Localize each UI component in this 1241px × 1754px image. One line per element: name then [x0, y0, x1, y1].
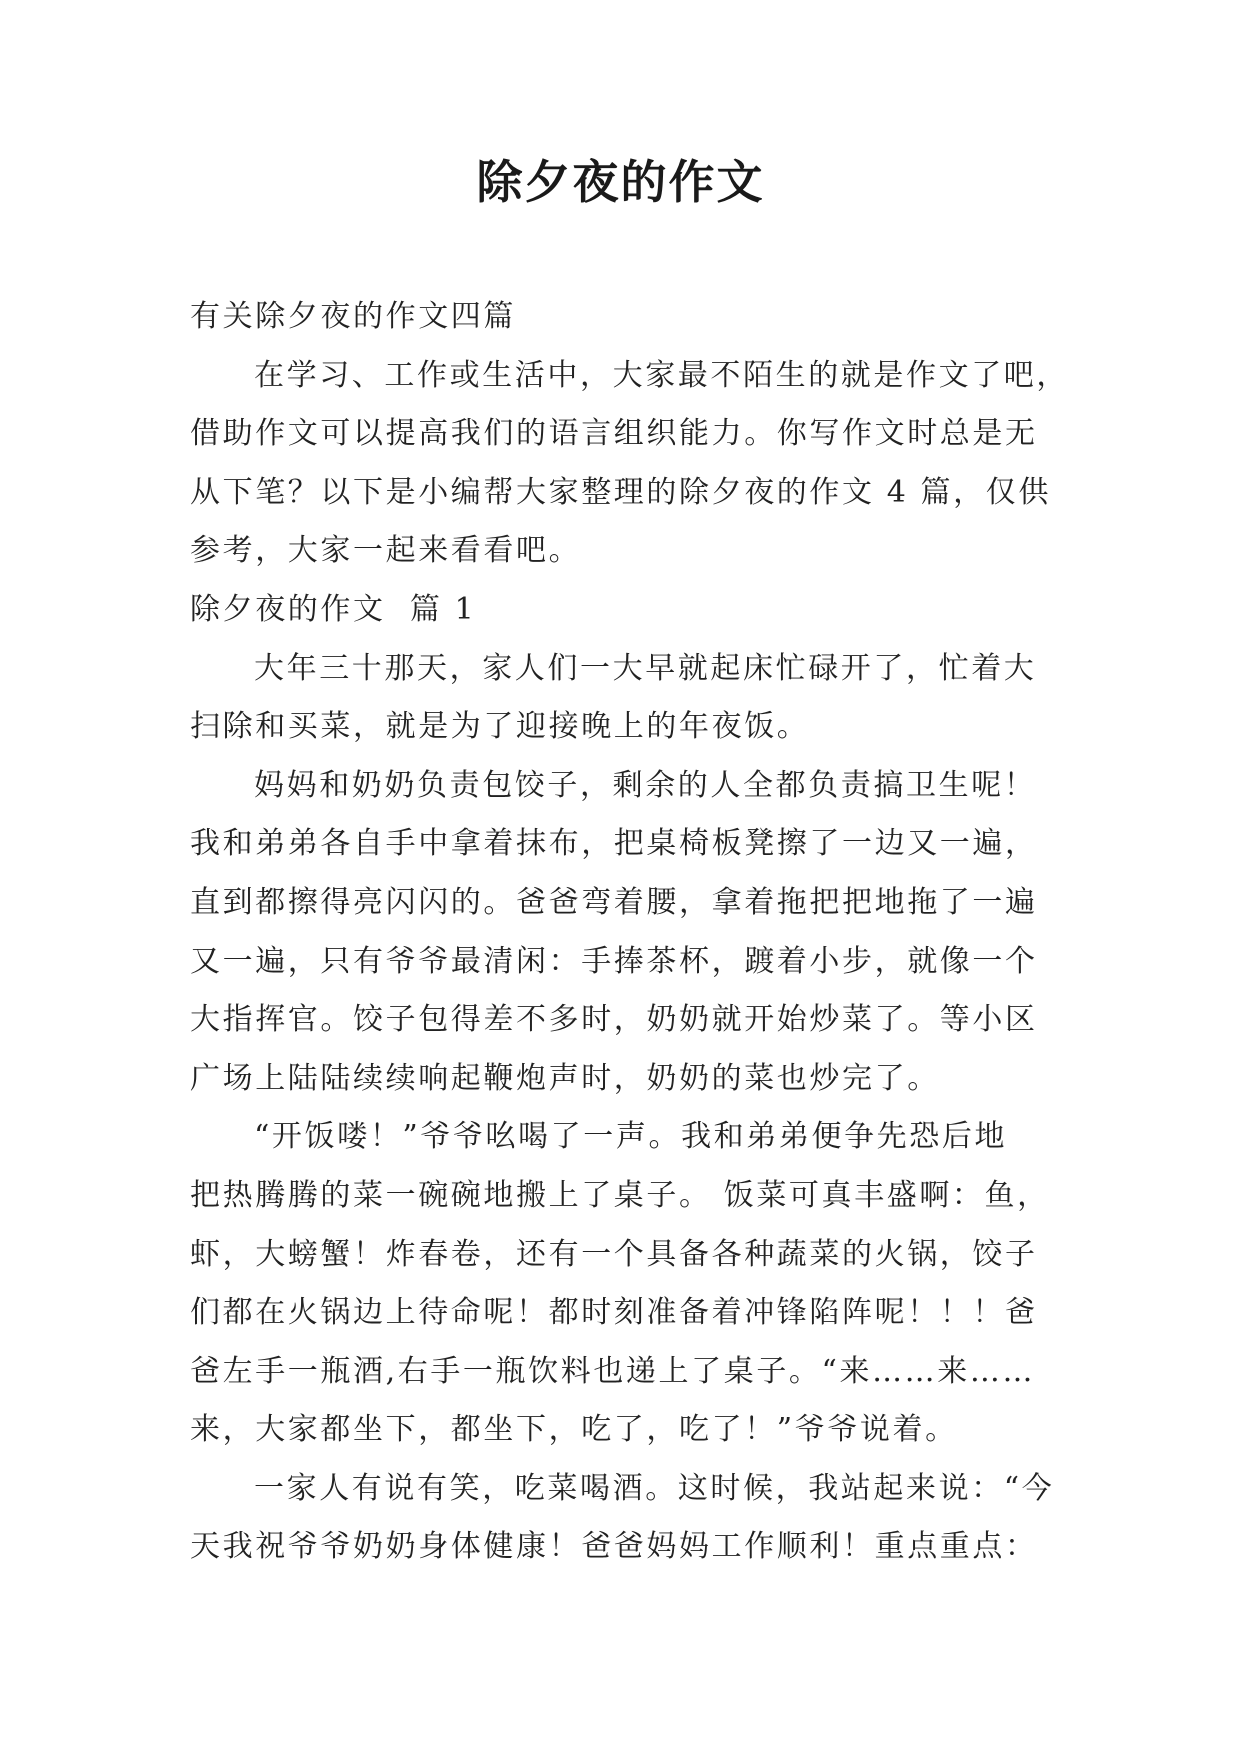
page-title: 除夕夜的作文: [476, 155, 765, 209]
text-line: 一家人有说有笑，吃菜喝酒。这时候，我站起来说：“今: [254, 1470, 1055, 1506]
text-line: 又一遍，只有爷爷最清闲：手捧茶杯，踱着小步，就像一个: [190, 943, 1038, 979]
text-line: 天我祝爷爷奶奶身体健康！爸爸妈妈工作顺利！重点重点：: [190, 1529, 1038, 1565]
text-line: 直到都擦得亮闪闪的。爸爸弯着腰，拿着拖把把地拖了一遍: [190, 884, 1038, 920]
text-line: 大指挥官。饺子包得差不多时，奶奶就开始炒菜了。等小区: [190, 1002, 1038, 1038]
subtitle: 有关除夕夜的作文四篇: [190, 299, 516, 334]
text-line: 虾，大螃蟹！炸春卷，还有一个具备各种蔬菜的火锅，饺子: [190, 1236, 1038, 1272]
text-line: 们都在火锅边上待命呢！都时刻准备着冲锋陷阵呢！！！爸: [190, 1295, 1038, 1331]
intro-paragraph: [190, 347, 1069, 581]
text-line: 把热腾腾的菜一碗碗地搬上了桌子。 饭菜可真丰盛啊：鱼，: [190, 1177, 1050, 1213]
text-line: 在学习、工作或生活中，大家最不陌生的就是作文了吧，: [254, 357, 1069, 393]
text-line: 参考，大家一起来看看吧。: [190, 533, 582, 569]
text-line: 我和弟弟各自手中拿着抹布，把桌椅板凳擦了一边又一遍，: [190, 826, 1038, 862]
paragraph: [190, 757, 1052, 1109]
text-line: 借助作文可以提高我们的语言组织能力。你写作文时总是无: [190, 416, 1038, 452]
text-line: “开饭喽！”爷爷吆喝了一声。我和弟弟便争先恐后地: [254, 1119, 1008, 1155]
text-line: 广场上陆陆续续响起鞭炮声时，奶奶的菜也炒完了。: [190, 1060, 940, 1096]
text-line: 来，大家都坐下，都坐下，吃了，吃了！”爷爷说着。: [190, 1412, 958, 1448]
document-body: [190, 288, 1069, 1577]
paragraph: [190, 1108, 1052, 1460]
text-line: 妈妈和奶奶负责包饺子，剩余的人全都负责搞卫生呢！: [254, 767, 1037, 803]
text-line: 爸左手一瓶酒,右手一瓶饮料也递上了桌子。“来……来……: [190, 1353, 1036, 1389]
text-line: 从下笔？以下是小编帮大家整理的除夕夜的作文 4 篇，仅供: [190, 474, 1051, 510]
paragraph: [190, 640, 1052, 757]
paragraph: [190, 1460, 1055, 1577]
text-line: 大年三十那天，家人们一大早就起床忙碌开了，忙着大: [254, 650, 1037, 686]
text-line: 扫除和买菜，就是为了迎接晚上的年夜饭。: [190, 709, 810, 745]
section-heading: 除夕夜的作文 篇 1: [190, 591, 477, 627]
